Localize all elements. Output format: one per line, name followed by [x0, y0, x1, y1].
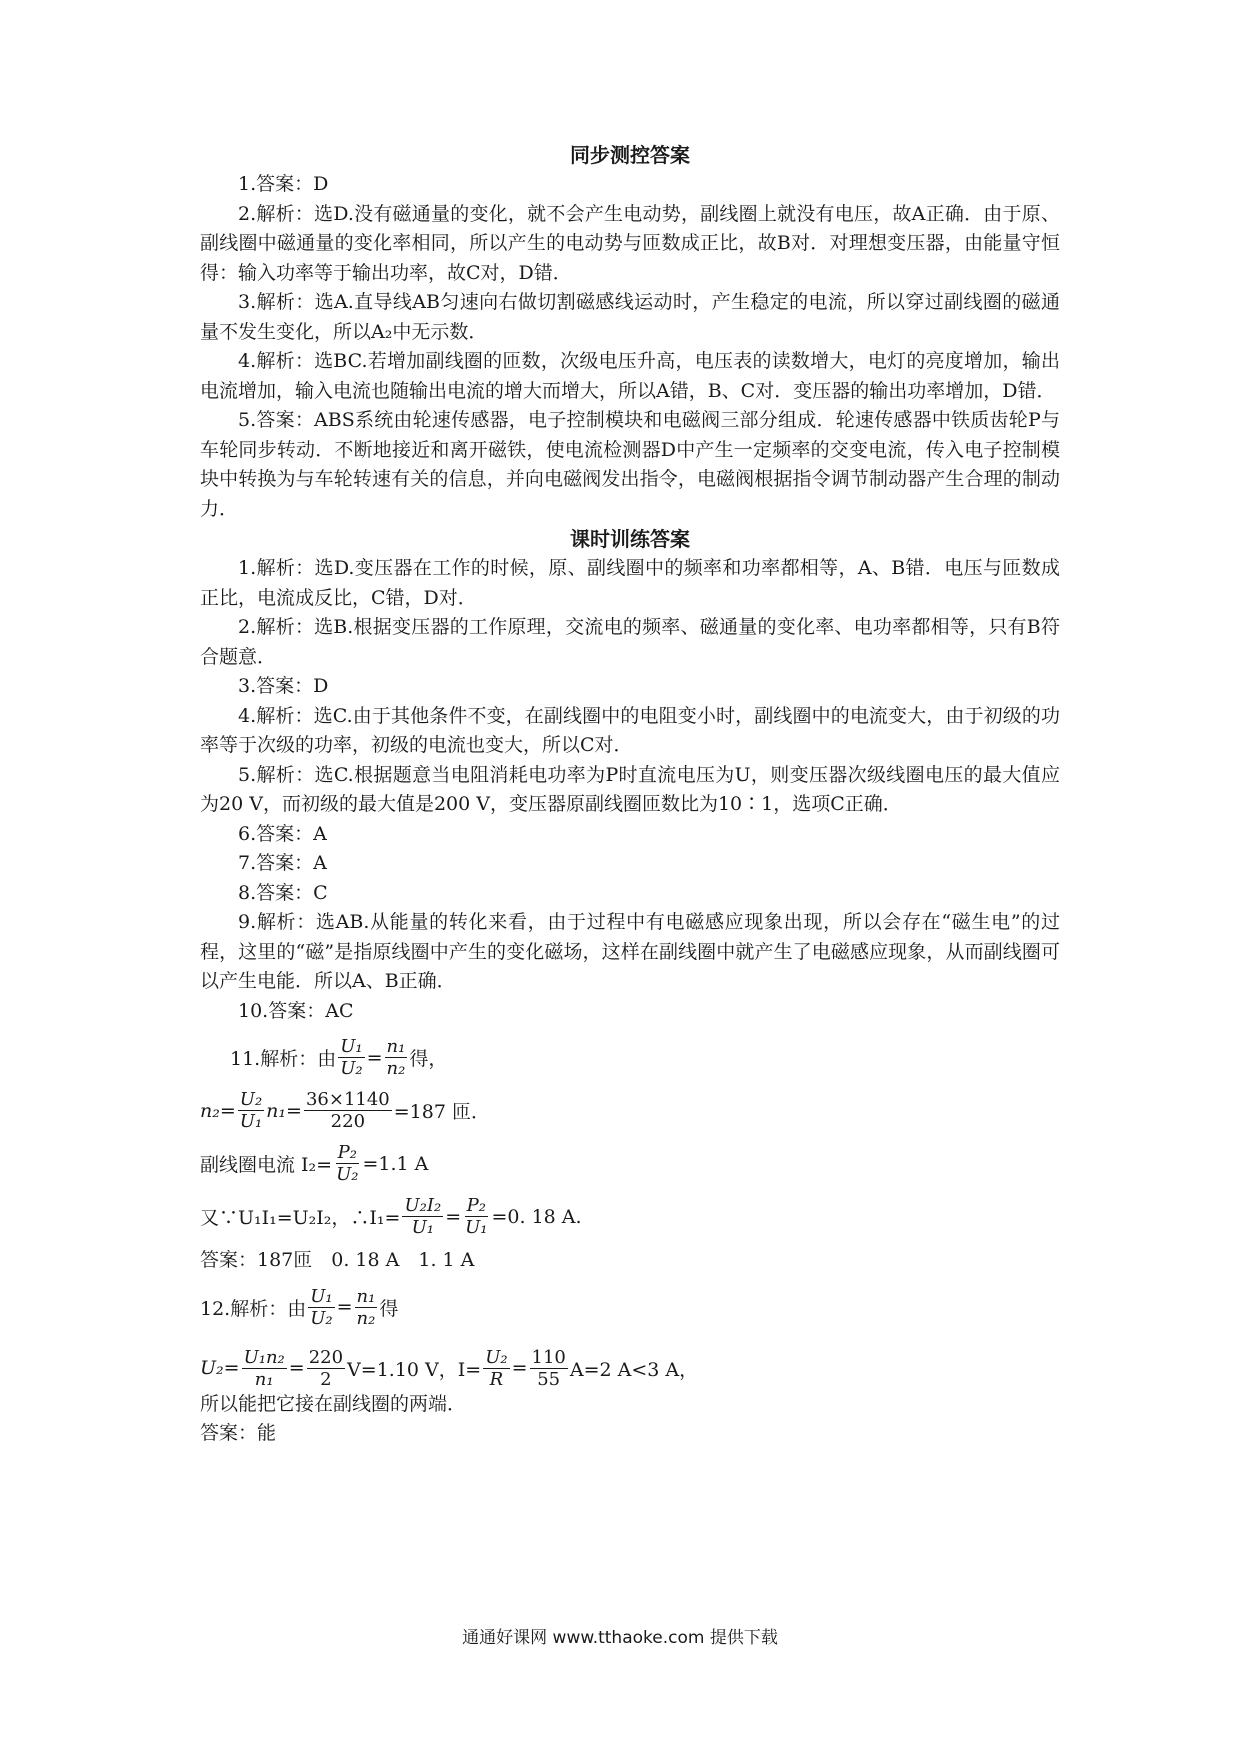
section2-item-5: 5.解析：选C.根据题意当电阻消耗电功率为P时直流电压为U，则变压器次级线圈电压的最大值应为20 V，而初级的最大值是200 V，变压器原副线圈匝数比为10∶1，选项C正确．: [200, 763, 1060, 815]
section2-item-7: 7.答案：A: [238, 852, 327, 874]
section2-item-9: 9.解析：选AB.从能量的转化来看，由于过程中有电磁感应现象出现，所以会存在“磁生电”的过程，这里的“磁”是指原线圈中产生的变化磁场，这样在副线圈中就产生了电磁感应现象，从而副线圈可以产生电能．所以A、B正确．: [200, 911, 1060, 992]
page-footer: 通通好课网 www.tthaoke.com 提供下载: [462, 1628, 778, 1648]
section1-item-4: 4.解析：选BC.若增加副线圈的匝数，次级电压升高，电压表的读数增大，电灯的亮度增加，输出电流增加，输入电流也随输出电流的增大而增大，所以A错，B、C对．变压器的输出功率增加，D错．: [200, 350, 1060, 402]
answer-page: [200, 140, 1060, 1449]
section2-item-6: 6.答案：A: [238, 822, 327, 845]
section1-item-5: 5.答案：ABS系统由轮速传感器，电子控制模块和电磁阀三部分组成．轮速传感器中铁质齿轮P与车轮同步转动．不断地接近和离开磁铁，使电流检测器D中产生一定频率的交变电流，传入电子控制模块中转换为与车轮转速有关的信息，并向电磁阀发出指令，电磁阀根据指令调节制动器产生合理的制动力．: [200, 409, 1060, 520]
section2-item-10: 10.答案：AC: [238, 999, 354, 1022]
q11-line-4: 又∵U₁I₁=U₂I₂，∴I₁= $\frac{\text{U₂I₂}}{\text{U₁}}$ = $\frac{\text{P₂}}{\text{U₁}}$ =0. 18 A.: [200, 1195, 582, 1238]
q11-answer: 答案：187匝 0. 18 A 1. 1 A: [200, 1249, 475, 1271]
section1-title: 同步测控答案: [570, 143, 690, 167]
q11-line-1: 11.解析：由 $\frac{\text{U₁}}{\text{U₂}}$ = $\frac{\text{n₁}}{\text{n₂}}$ 得，: [230, 1036, 448, 1079]
q12-line-1: 12.解析：由 $\frac{\text{U₁}}{\text{U₂}}$ = $\frac{\text{n₁}}{\text{n₂}}$ 得: [200, 1285, 399, 1329]
section2-title: 课时训练答案: [570, 527, 690, 551]
section2-item-8: 8.答案：C: [238, 881, 328, 904]
section1-item-2: 2.解析：选D.没有磁通量的变化，就不会产生电动势，副线圈上就没有电压，故A正确．由于原、副线圈中磁通量的变化率相同，所以产生的电动势与匝数成正比，故B对．对理想变压器，由能量守恒得：输入功率等于输出功率，故C对，D错．: [200, 202, 1060, 284]
section2-item-1: 1.解析：选D.变压器在工作的时候，原、副线圈中的频率和功率都相等，A、B错．电压与匝数成正比，电流成反比，C错，D对．: [200, 557, 1060, 609]
section1-item-3: 3.解析：选A.直导线AB匀速向右做切割磁感线运动时，产生稳定的电流，所以穿过副线圈的磁通量不发生变化，所以A₂中无示数．: [200, 291, 1060, 343]
q12-line-3: 所以能把它接在副线圈的两端．: [200, 1392, 467, 1415]
q12-line-2: U₂= $\frac{\text{U₁n₂}}{\text{n₁}}$ = $\frac{220}{2}$ V=1.10 V，I= $\frac{\text{U₂}}{R}$ = $\frac{110}{55}$ A=2 A<3 A，: [200, 1346, 699, 1390]
q11-line-3: 副线圈电流 I₂= $\frac{\text{P₂}}{\text{U₂}}$ =1.1 A: [200, 1142, 429, 1185]
q11-fraction-n: $\frac{\text{n₁}}{\text{n₂}}$: [386, 1036, 406, 1079]
q12-answer: 答案：能: [200, 1422, 277, 1444]
section2-item-3: 3.答案：D: [238, 675, 329, 697]
section1-item-1: 1.答案：D: [238, 173, 329, 195]
section2-item-4: 4.解析：选C.由于其他条件不变，在副线圈中的电阻变小时，副线圈中的电流变大，由于初级的功率等于次级的功率，初级的电流也变大，所以C对．: [200, 704, 1060, 756]
q11-fraction-u: $\frac{\text{U₁}}{\text{U₂}}$: [340, 1036, 363, 1079]
q11-line-2: n₂= $\frac{\text{U₂}}{\text{U₁}}$ n₁= $\frac{36\times 1140}{220}$ =187 匝．: [200, 1089, 490, 1132]
q11-intro: 11.解析：由: [230, 1048, 337, 1070]
section2-item-2: 2.解析：选B.根据变压器的工作原理，交流电的频率、磁通量的变化率、电功率都相等，只有B符合题意．: [200, 616, 1060, 668]
